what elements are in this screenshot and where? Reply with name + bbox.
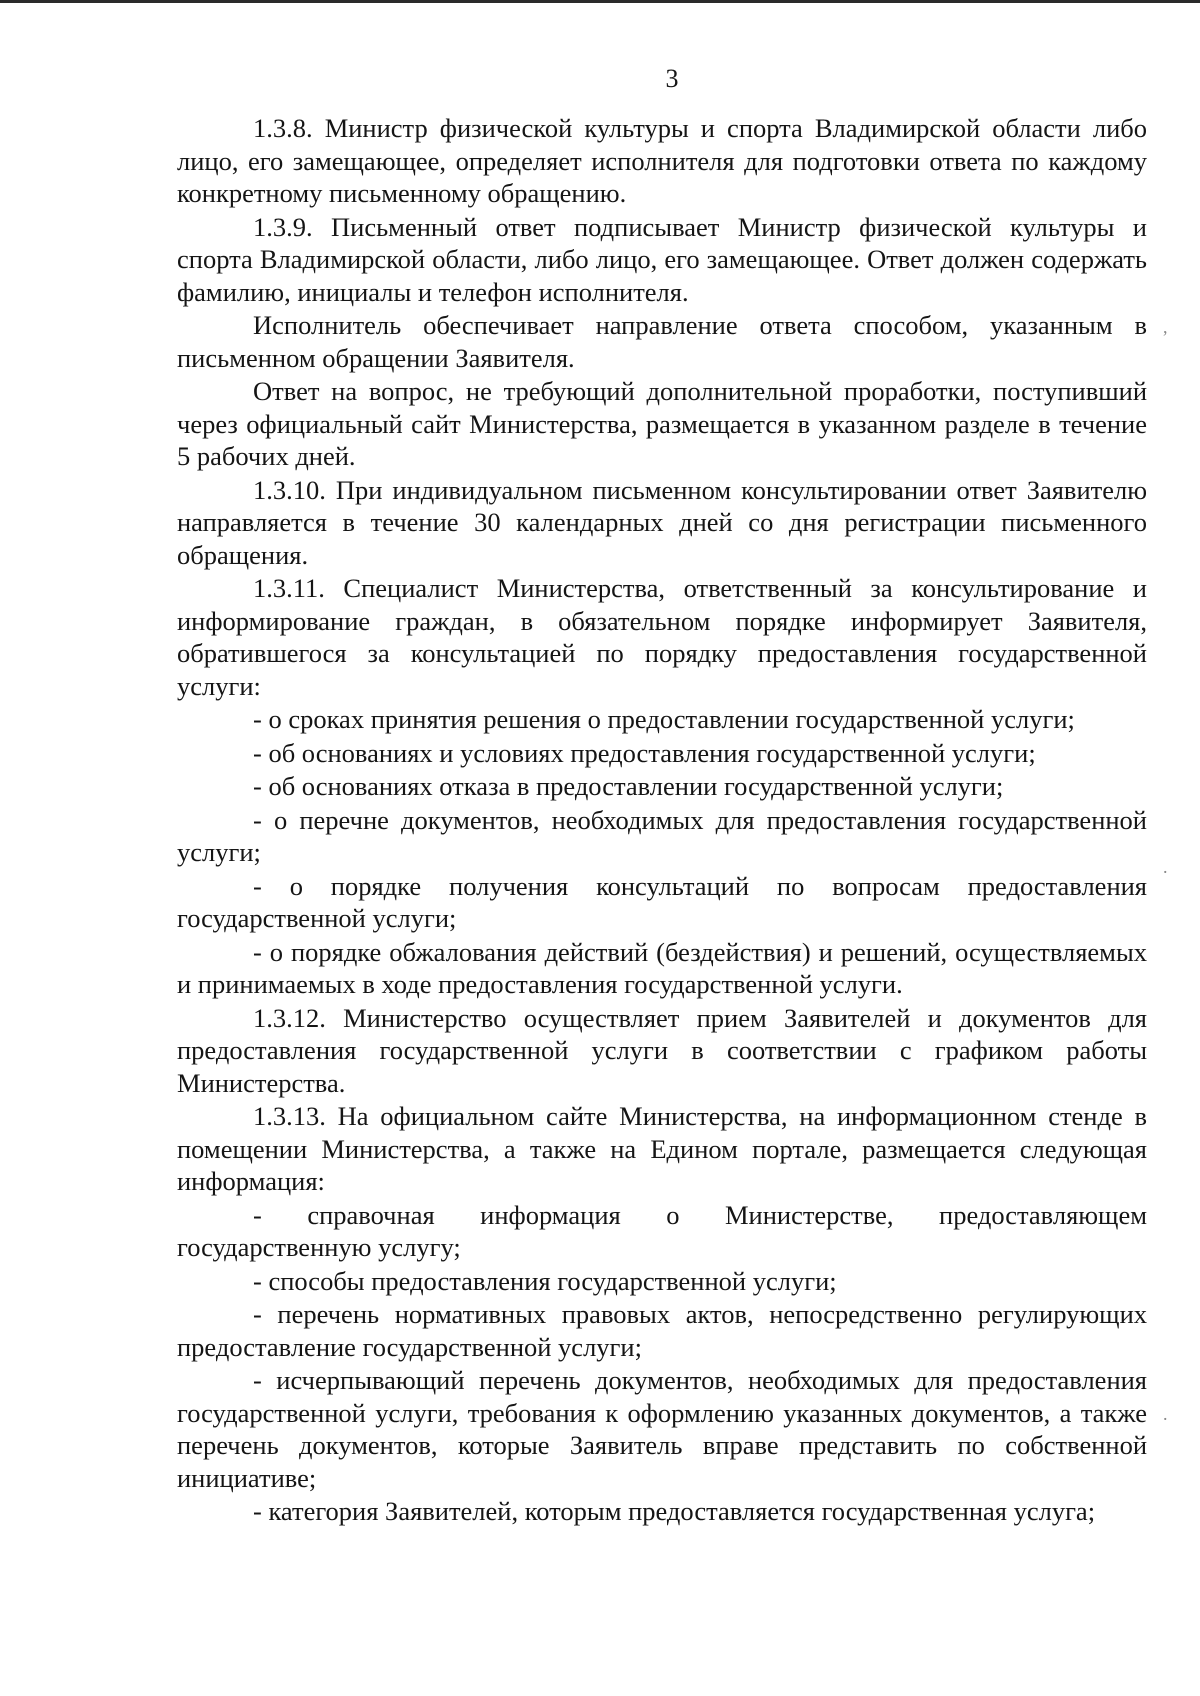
- paragraph-1-3-8: 1.3.8. Министр физической культуры и спорта Владимирской области либо лицо, его замещающее, определяет исполнителя для подготовки ответа по каждому конкретному письменному обращению.: [177, 113, 1147, 208]
- list-item: - о порядке получения консультаций по вопросам предоставления государственной услуги;: [177, 870, 1147, 933]
- page-number: 3: [665, 64, 679, 93]
- paragraph-1-3-13: 1.3.13. На официальном сайте Министерства, на информационном стенде в помещении Министерства, а также на Едином портале, размещается следующая информация:: [177, 1101, 1147, 1196]
- list-item: - о перечне документов, необходимых для предоставления государственной услуги;: [177, 804, 1147, 867]
- paragraph-1-3-9: 1.3.9. Письменный ответ подписывает Министр физической культуры и спорта Владимирской области, либо лицо, его замещающее. Ответ должен содержать фамилию, инициалы и телефон исполнителя.: [177, 211, 1147, 307]
- list-item: - категория Заявителей, которым предоставляется государственная услуга;: [253, 1496, 1096, 1526]
- scan-speck: ,: [1163, 317, 1168, 337]
- list-item: - способы предоставления государственной услуги;: [253, 1265, 837, 1296]
- scan-speck: .: [1163, 1404, 1168, 1424]
- consult-topics-list: [177, 703, 1147, 1001]
- list-item: - об основаниях отказа в предоставлении государственной услуги;: [253, 771, 1004, 801]
- paragraph-executor: Исполнитель обеспечивает направление ответа способом, указанным в письменном обращении Заявителя.: [177, 310, 1147, 373]
- list-item: - о сроках принятия решения о предоставлении государственной услуги;: [253, 704, 1075, 734]
- paragraph-website-answer: Ответ на вопрос, не требующий дополнительной проработки, поступивший через официальный сайт Министерства, размещается в указанном разделе в течение 5 рабочих дней.: [177, 376, 1147, 471]
- paragraph-1-3-11: 1.3.11. Специалист Министерства, ответственный за консультирование и информирование граждан, в обязательном порядке информирует Заявителя, обратившегося за консультацией по порядку предоставления государственной услуги:: [177, 573, 1147, 701]
- paragraph-1-3-12: 1.3.12. Министерство осуществляет прием Заявителей и документов для предоставления государственной услуги в соответствии с графиком работы Министерства.: [177, 1002, 1147, 1098]
- document-page: [177, 64, 1147, 1528]
- paragraph-1-3-10: 1.3.10. При индивидуальном письменном консультировании ответ Заявителю направляется в течение 30 календарных дней со дня регистрации письменного обращения.: [177, 474, 1147, 570]
- list-item: - исчерпывающий перечень документов, необходимых для предоставления государственной услуги, требования к оформлению указанных документов, а также перечень документов, которые Заявитель вправе представить по собственной инициативе;: [177, 1365, 1147, 1493]
- published-info-list: [177, 1199, 1147, 1528]
- list-item: - справочная информация о Министерстве, предоставляющем государственную услугу;: [177, 1199, 1147, 1262]
- scan-top-border: [0, 0, 1200, 3]
- list-item: - о порядке обжалования действий (бездействия) и решений, осуществляемых и принимаемых в ходе предоставления государственной услуги.: [177, 936, 1147, 999]
- scan-speck: .: [1163, 857, 1168, 877]
- list-item: - об основаниях и условиях предоставления государственной услуги;: [253, 737, 1036, 768]
- list-item: - перечень нормативных правовых актов, непосредственно регулирующих предоставление государственной услуги;: [177, 1299, 1147, 1362]
